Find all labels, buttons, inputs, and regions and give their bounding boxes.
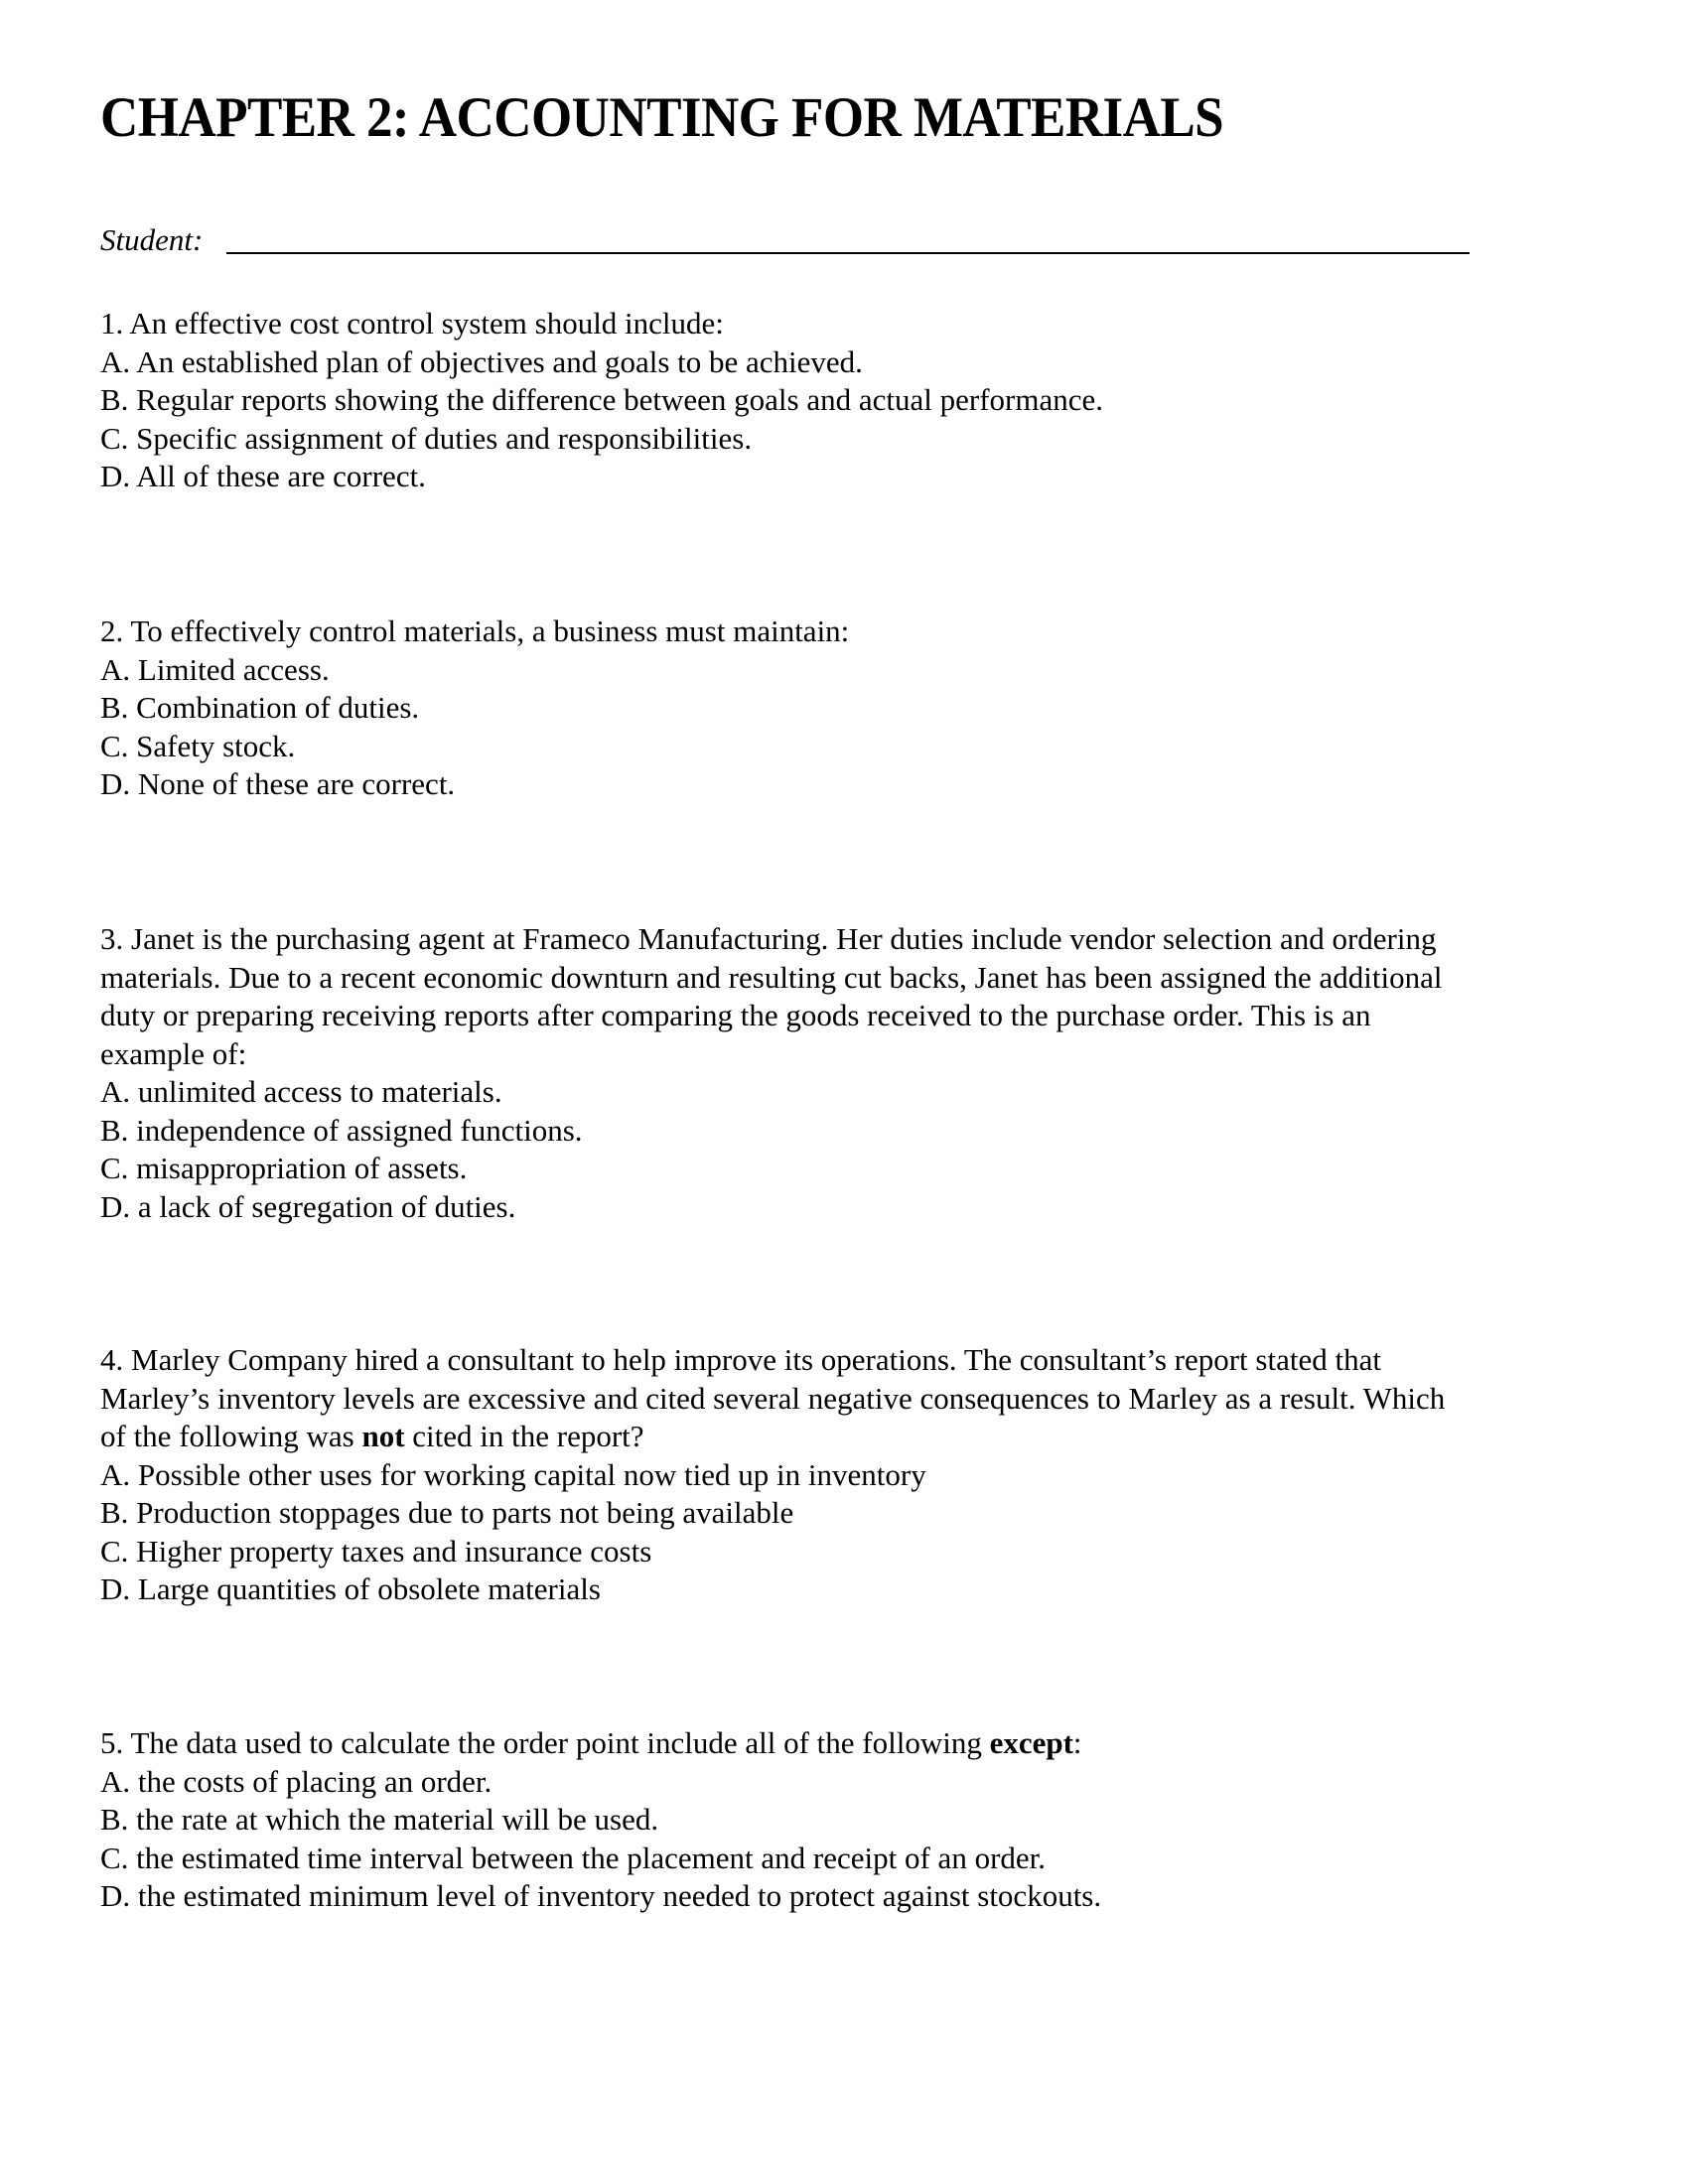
emphasis-text: except [989,1725,1073,1760]
answer-option: C. Higher property taxes and insurance costs [100,1533,652,1569]
answer-option: A. unlimited access to materials. [100,1074,502,1109]
question-stem-line [100,1341,1445,1380]
stem-text: of the following was [100,1419,362,1453]
answer-option: D. Large quantities of obsolete materials [100,1571,601,1606]
answer-option: B. independence of assigned functions. [100,1112,583,1148]
stem-text: 5. The data used to calculate the order point include all of the following [100,1725,990,1760]
stem-text: 4. Marley Company hired a consultant to help improve its operations. The consultant’s report stated that [100,1342,1381,1377]
answer-option: A. Limited access. [100,651,330,687]
stem-text: cited in the report? [404,1419,644,1453]
question-stem-line [100,1418,1445,1456]
answer-option: A. An established plan of objectives and goals to be achieved. [100,343,863,379]
question-3 [100,920,1443,1226]
question-5 [100,1724,1101,1916]
answer-option: A. the costs of placing an order. [100,1763,492,1799]
stem-text: : [1072,1725,1082,1760]
question-1 [100,305,1103,496]
answer-option: B. Combination of duties. [100,690,420,725]
question-stem-line [100,1724,1101,1763]
answer-option: D. All of these are correct. [100,459,426,493]
answer-option: C. Safety stock. [100,728,296,763]
question-stem-line [100,305,1103,343]
stem-text: 3. Janet is the purchasing agent at Frameco Manufacturing. Her duties include vendor selection and ordering [100,921,1437,956]
answer-option: C. misappropriation of assets. [100,1151,468,1185]
stem-text: example of: [100,1035,247,1071]
student-name-blank [226,252,1470,254]
answer-option: D. a lack of segregation of duties. [100,1188,516,1224]
question-2 [100,613,849,804]
question-4 [100,1341,1445,1609]
question-stem-line [100,959,1443,998]
answer-option: A. Possible other uses for working capital now tied up in inventory [100,1456,926,1492]
stem-text: 1. An effective cost control system should include: [100,306,724,341]
answer-option: B. Regular reports showing the difference between goals and actual performance. [100,382,1103,417]
answer-option: C. the estimated time interval between the placement and receipt of an order. [100,1840,1047,1875]
stem-text: Marley’s inventory levels are excessive and cited several negative consequences to Marley as a result. Which [100,1380,1446,1416]
emphasis-text: not [361,1419,405,1453]
question-stem-line [100,920,1443,959]
question-stem-line [100,1380,1445,1419]
question-stem-line [100,1035,1443,1074]
chapter-title: CHAPTER 2: ACCOUNTING FOR MATERIALS [100,86,1224,149]
question-stem-line [100,997,1443,1035]
stem-text: materials. Due to a recent economic downturn and resulting cut backs, Janet has been assigned the additional [100,959,1443,995]
question-stem-line [100,613,849,651]
stem-text: duty or preparing receiving reports after comparing the goods received to the purchase order. This is an [100,998,1371,1032]
answer-option: B. Production stoppages due to parts not being available [100,1495,794,1530]
student-label: Student: [100,222,204,257]
stem-text: 2. To effectively control materials, a business must maintain: [100,614,850,648]
answer-option: D. None of these are correct. [100,766,456,801]
answer-option: C. Specific assignment of duties and responsibilities. [100,420,753,456]
answer-option: D. the estimated minimum level of inventory needed to protect against stockouts. [100,1878,1102,1913]
answer-option: B. the rate at which the material will be used. [100,1802,659,1837]
